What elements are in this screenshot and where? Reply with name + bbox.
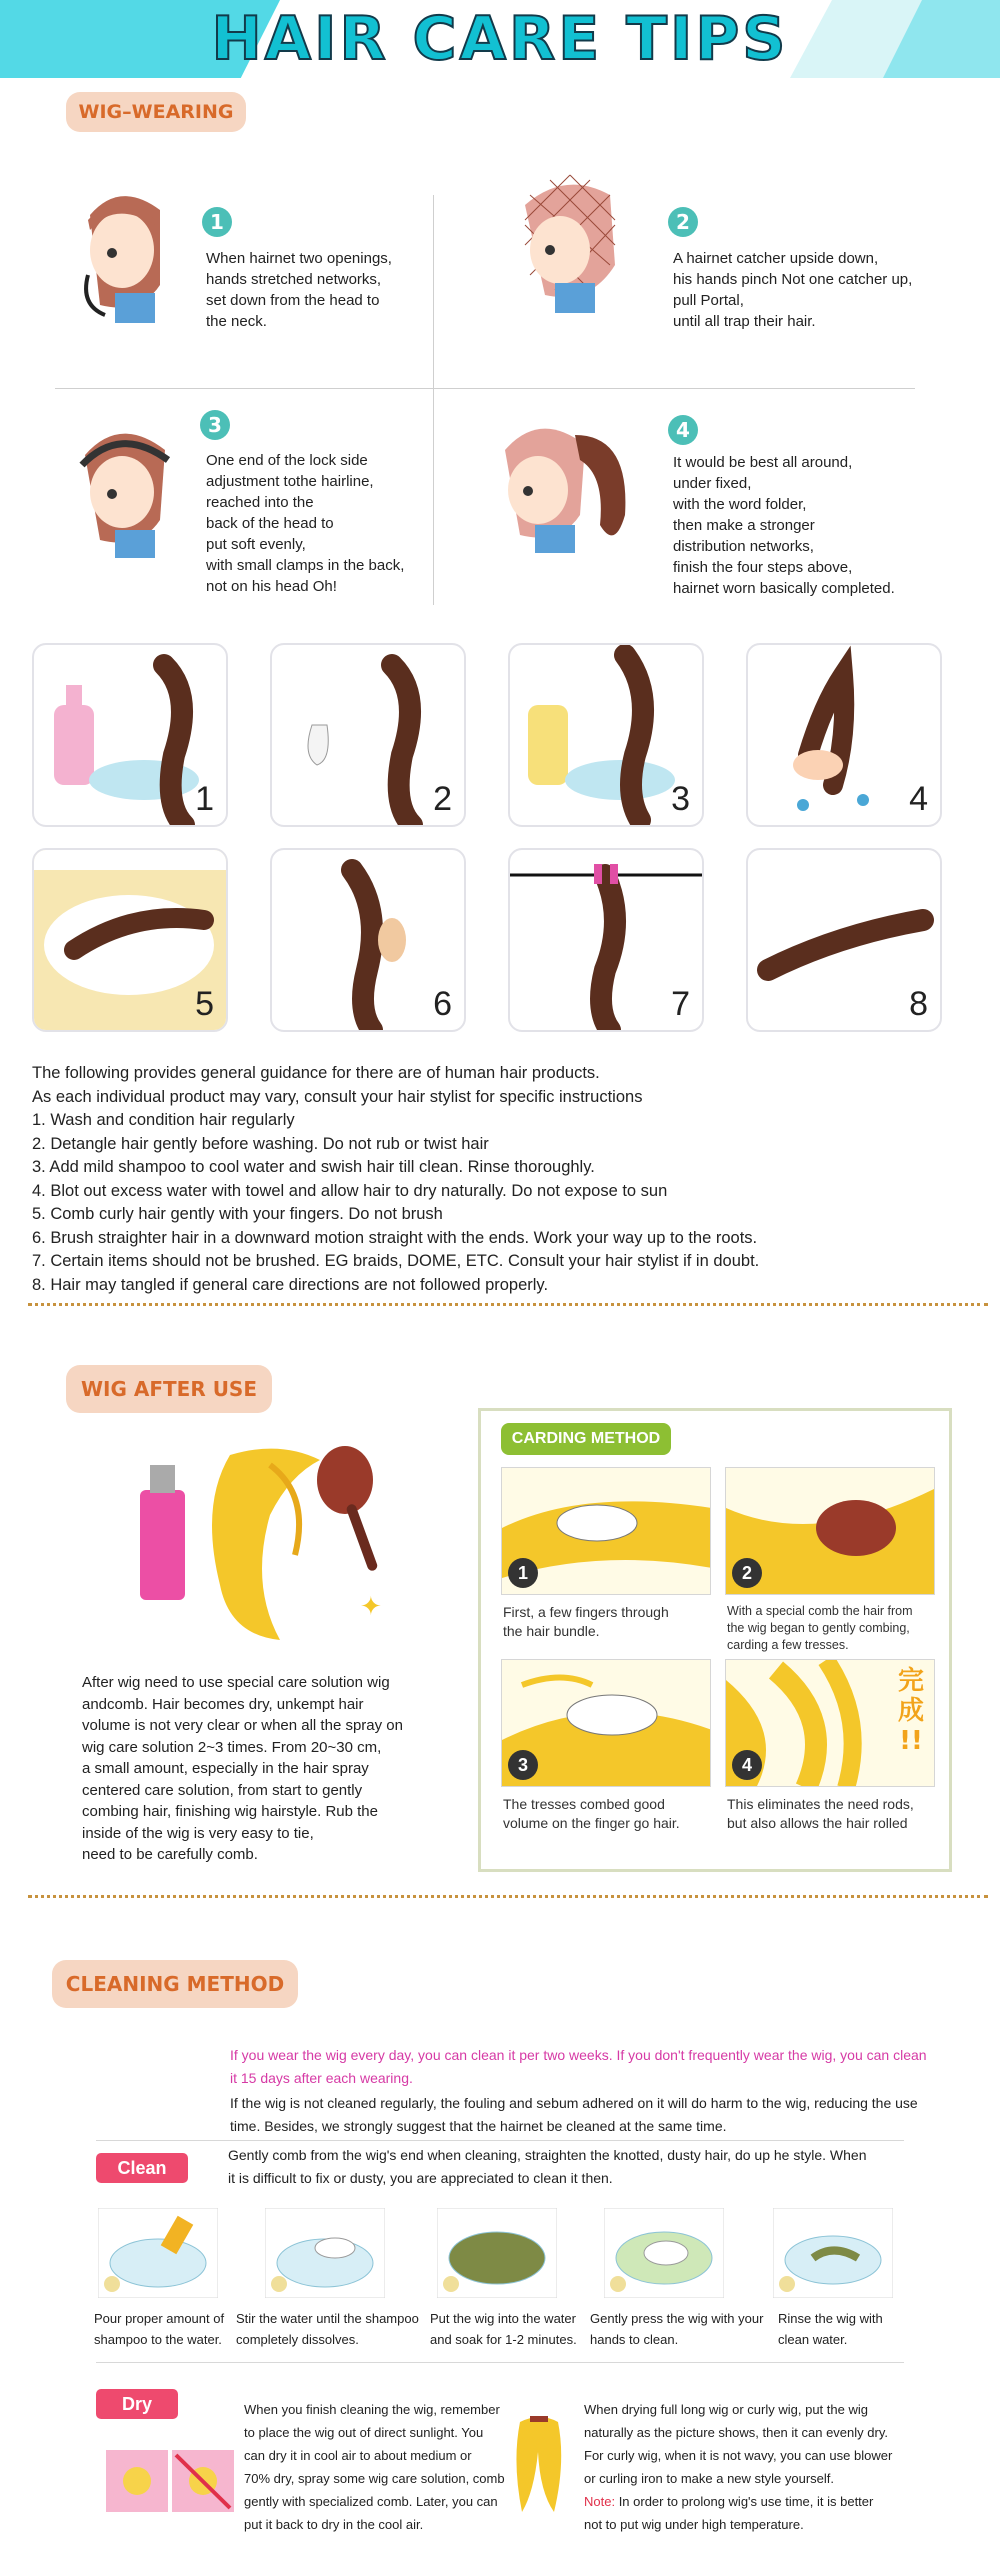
tile-number: 4 (909, 780, 928, 818)
divider-horizontal (55, 388, 915, 389)
page-header (0, 0, 1000, 78)
cleaning-intro: If the wig is not cleaned regularly, the fouling and sebum adhered on it will do harm to the wig, reducing the use time. Besides, we strongly suggest that the hairnet be cleaned at the same time. (230, 2095, 918, 2134)
guidance-line: 6. Brush straighter hair in a downward motion straight with the ends. Work your way up to the roots. (32, 1228, 758, 1247)
section-title: WIG AFTER USE (81, 1377, 257, 1401)
clean-tag: Clean (96, 2153, 188, 2183)
section-title: WIG–WEARING (78, 101, 234, 123)
bowl-caption: Gently press the wig with your hands to clean. (590, 2311, 764, 2347)
guidance-line: 8. Hair may tangled if general care directions are not followed properly. (32, 1275, 549, 1294)
carding-step-number: 2 (732, 1558, 762, 1588)
girl-with-hairnet-illustration-2 (510, 165, 630, 315)
section-divider (28, 1303, 988, 1306)
girl-with-hairnet-illustration-1 (60, 175, 180, 325)
guidance-line: 1. Wash and condition hair regularly (32, 1111, 295, 1129)
guidance-line: The following provides general guidance for there are of human hair products. (32, 1064, 600, 1082)
girl-with-ponytail-illustration (480, 405, 640, 555)
hair-care-guidance (32, 1062, 982, 1297)
carding-method-badge: CARDING METHOD (501, 1423, 671, 1455)
tile-number: 2 (433, 780, 452, 818)
divider-vertical (433, 195, 434, 605)
bowl-caption: Stir the water until the shampoo completely dissolves. (236, 2311, 419, 2347)
press-wig-bowl-illustration (604, 2208, 724, 2298)
section-title: CLEANING METHOD (65, 1972, 285, 1996)
shampoo-bowl-illustration (98, 2208, 218, 2298)
carding-step-caption: First, a few fingers through the hair bundle. (503, 1604, 669, 1639)
wearing-step-text: When hairnet two openings, hands stretched networks, set down from the head to the neck. (206, 250, 392, 330)
svg-text:✦: ✦ (360, 1591, 382, 1621)
cleaning-frequency-note: If you wear the wig every day, you can clean it per two weeks. If you don't frequently wear the wig, you can clean it 15 days after each wearing. (230, 2047, 927, 2086)
hair-care-tile (508, 848, 704, 1032)
hair-care-tile (32, 848, 228, 1032)
tile-number: 8 (909, 985, 928, 1023)
carding-step-image (501, 1467, 711, 1595)
wearing-step-number: 1 (202, 207, 232, 237)
bowl-caption: Rinse the wig with clean water. (778, 2311, 883, 2347)
wearing-step-text: One end of the lock side adjustment tothe hairline, reached into the back of the head to put soft evenly, with small clamps in the back, not on his head Oh! (206, 452, 405, 595)
rinse-wig-bowl-illustration (773, 2208, 893, 2298)
guidance-line: 7. Certain items should not be brushed. EG braids, DOME, ETC. Consult your hair stylist if in doubt. (32, 1252, 760, 1270)
guidance-line: 3. Add mild shampoo to cool water and swish hair till clean. Rinse thoroughly. (32, 1158, 595, 1176)
dry-tag: Dry (96, 2389, 178, 2419)
dry-instructions-right (584, 2398, 964, 2536)
guidance-line: 2. Detangle hair gently before washing. Do not rub or twist hair (32, 1134, 489, 1153)
carding-step-caption: The tresses combed good volume on the finger go hair. (503, 1796, 680, 1831)
tile-number: 7 (671, 985, 690, 1023)
carding-method-panel (478, 1408, 952, 1872)
guidance-line: As each individual product may vary, consult your hair stylist for specific instructions (32, 1087, 643, 1106)
dry-instructions-left: When you finish cleaning the wig, remember to place the wig out of direct sunlight. You can dry it in cool air to about medium or 70% dry, spray some wig care solution, comb gently with specialized comb. Later, you can put it back to dry in the cool air. (244, 2402, 505, 2532)
after-use-instructions: After wig need to use special care solution wig andcomb. Hair becomes dry, unkempt hair volume is not very clear or when all the spray on wig care solution 2~3 times. From 20~30 cm, a small amount, especially in the hair spray centered care solution, from start to gently combing hair, finishing wig hairstyle. Rub the inside of the wig is very easy to tie, need to be carefully comb. (82, 1674, 403, 1863)
dry-instructions-right-text: When drying full long wig or curly wig, put the wig naturally as the picture shows, then it can evenly dry. For curly wig, when it is not wavy, you can use blower or curling iron to make a new style yourself. (584, 2402, 893, 2486)
wearing-step-number: 3 (200, 410, 230, 440)
section-pill-wig-wearing (66, 92, 246, 132)
note-label: Note: (584, 2494, 616, 2509)
carding-step-number: 1 (508, 1558, 538, 1588)
completed-stamp: 完 成 !! (897, 1666, 924, 1756)
carding-step-number: 4 (732, 1750, 762, 1780)
sun-dry-illustration (106, 2450, 236, 2516)
tile-number: 3 (671, 780, 690, 818)
divider-horizontal (96, 2362, 904, 2363)
carding-step-image (725, 1659, 935, 1787)
section-divider (28, 1895, 988, 1898)
hair-care-tile (270, 848, 466, 1032)
tile-number: 5 (195, 985, 214, 1023)
wearing-step-text: It would be best all around, under fixed, with the word folder, then make a stronger distribution networks, finish the four steps above, hairnet worn basically completed. (673, 454, 895, 597)
carding-step-caption: This eliminates the need rods, but also allows the hair rolled (727, 1796, 914, 1831)
hanging-wig-illustration (510, 2412, 568, 2520)
hair-care-tile (746, 848, 942, 1032)
carding-step-caption: With a special comb the hair from the wig began to gently combing, carding a few tresses. (727, 1604, 913, 1652)
hair-care-tile (746, 643, 942, 827)
guidance-line: 5. Comb curly hair gently with your fingers. Do not brush (32, 1205, 443, 1223)
section-pill-wig-after-use (66, 1365, 272, 1413)
wearing-step-text: A hairnet catcher upside down, his hands pinch Not one catcher up, pull Portal, until all trap their hair. (673, 250, 913, 330)
bowl-caption: Put the wig into the water and soak for 1-2 minutes. (430, 2311, 577, 2347)
stir-water-bowl-illustration (265, 2208, 385, 2298)
spray-and-brush-illustration (120, 1435, 420, 1655)
girl-with-headband-illustration (60, 410, 180, 560)
page-title: HAIR CARE TIPS (211, 4, 789, 74)
wearing-step-number: 2 (668, 207, 698, 237)
hair-care-tile (270, 643, 466, 827)
wearing-step-number: 4 (668, 415, 698, 445)
tile-number: 6 (433, 985, 452, 1023)
bowl-caption: Pour proper amount of shampoo to the water. (94, 2311, 225, 2347)
hair-care-tile (508, 643, 704, 827)
hair-care-tile (32, 643, 228, 827)
soak-wig-bowl-illustration (437, 2208, 557, 2298)
note-text: In order to prolong wig's use time, it is better not to put wig under high temperature. (584, 2494, 874, 2532)
carding-step-number: 3 (508, 1750, 538, 1780)
carding-step-image (725, 1467, 935, 1595)
divider-horizontal (96, 2140, 904, 2141)
carding-step-image (501, 1659, 711, 1787)
section-pill-cleaning-method (52, 1960, 298, 2008)
tile-number: 1 (195, 780, 214, 818)
guidance-line: 4. Blot out excess water with towel and allow hair to dry naturally. Do not expose to sun (32, 1181, 668, 1200)
clean-instructions: Gently comb from the wig's end when cleaning, straighten the knotted, dusty hair, do up he style. When it is difficult to fix or dusty, you are appreciated to clean it then. (228, 2147, 867, 2186)
